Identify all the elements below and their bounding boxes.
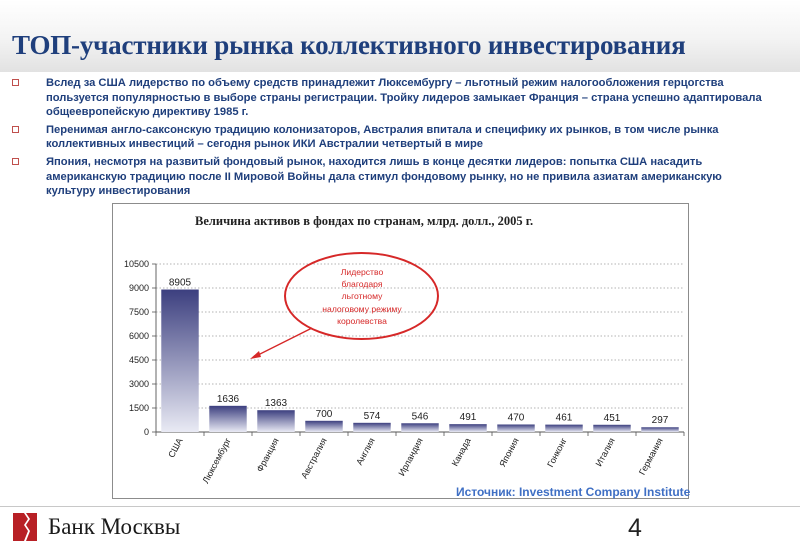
- bar-value-label: 700: [315, 408, 333, 420]
- x-category-label: Япония: [497, 436, 521, 469]
- x-category-label: Люксембург: [200, 436, 233, 486]
- bullet-text: Перенимая англо-саксонскую традицию колонизаторов, Австралия впитала и специфику их рынков, в том числе рынка коллективных инвестиций – сегодня рынок ИКИ Австралии четвертый в мире: [46, 123, 719, 151]
- square-bullet-icon: [12, 126, 19, 133]
- y-tick-label: 3000: [128, 379, 149, 389]
- bullet-item: [8, 123, 768, 152]
- x-category-label: США: [166, 436, 185, 460]
- bar-value-label: 451: [603, 412, 621, 424]
- x-category-label: Канада: [449, 436, 473, 468]
- bar: [257, 410, 294, 432]
- x-category-label: Ирландия: [396, 436, 425, 478]
- bank-logo-icon: [12, 512, 38, 542]
- x-category-label: Франция: [254, 436, 281, 474]
- bullet-item: [8, 76, 768, 120]
- bar: [353, 423, 390, 432]
- bar-chart: [112, 203, 689, 499]
- annotation-line: благодаря: [341, 279, 383, 290]
- bar: [545, 425, 582, 432]
- x-category-label: Австралия: [299, 436, 329, 481]
- annotation-text: [306, 266, 418, 327]
- bullet-text: Япония, несмотря на развитый фондовый рынок, находится лишь в конце десятки лидеров: попытка США насадить американскую традицию после II Мировой Войны дала стимул фондовому рынку, но не привила азиатам американскую культуру инвестирования: [46, 155, 722, 198]
- bar: [449, 424, 486, 432]
- bar: [305, 421, 342, 432]
- footer-divider: [0, 506, 800, 507]
- y-tick-label: 7500: [128, 307, 149, 317]
- square-bullet-icon: [12, 79, 19, 86]
- bar: [641, 427, 678, 432]
- bar-value-label: 8905: [168, 277, 192, 289]
- bullet-list: [8, 76, 768, 202]
- bar-value-label: 574: [363, 410, 381, 422]
- bar-value-label: 546: [411, 411, 429, 423]
- y-tick-label: 4500: [128, 355, 149, 365]
- y-tick-label: 10500: [123, 259, 149, 269]
- page-number: 4: [628, 514, 642, 542]
- x-category-label: Германия: [636, 436, 665, 477]
- annotation-line: королевства: [337, 315, 387, 326]
- bar: [497, 424, 534, 432]
- bar-value-label: 297: [651, 415, 669, 427]
- source-note: Источник: Investment Company Institute: [456, 485, 691, 499]
- bar-value-label: 461: [555, 412, 573, 424]
- bar-value-label: 1363: [264, 398, 288, 410]
- bar-value-label: 1636: [216, 393, 240, 405]
- bar-value-label: 470: [507, 412, 525, 424]
- bank-name: Банк Москвы: [48, 514, 181, 539]
- x-category-label: Англия: [354, 436, 377, 467]
- square-bullet-icon: [12, 158, 19, 165]
- x-category-label: Гонконг: [545, 436, 569, 469]
- slide-title: ТОП-участники рынка коллективного инвестирования: [12, 30, 686, 60]
- bar: [209, 406, 246, 432]
- y-tick-label: 0: [143, 427, 149, 437]
- chart-title: Величина активов в фондах по странам, млрд. долл., 2005 г.: [195, 214, 534, 228]
- bar: [593, 425, 630, 432]
- annotation-line: Лидерство: [340, 267, 384, 277]
- bar-value-label: 491: [459, 412, 477, 424]
- bullet-text: Вслед за США лидерство по объему средств принадлежит Люксембургу – льготный режим налогообложения герцогства пользуется популярностью в выборе страны регистрации. Тройку лидеров замыкает Франция – страна успешно адаптировала общеевропейскую директиву 1985 г.: [46, 77, 762, 119]
- bar: [161, 290, 198, 432]
- x-category-label: Италия: [593, 436, 617, 469]
- y-tick-label: 9000: [128, 283, 149, 293]
- bullet-item: [8, 155, 768, 199]
- y-tick-label: 1500: [128, 403, 149, 413]
- annotation-line: льготному: [341, 291, 383, 302]
- y-tick-label: 6000: [128, 331, 149, 341]
- bar: [401, 423, 438, 432]
- annotation-line: налоговому режиму: [322, 303, 402, 314]
